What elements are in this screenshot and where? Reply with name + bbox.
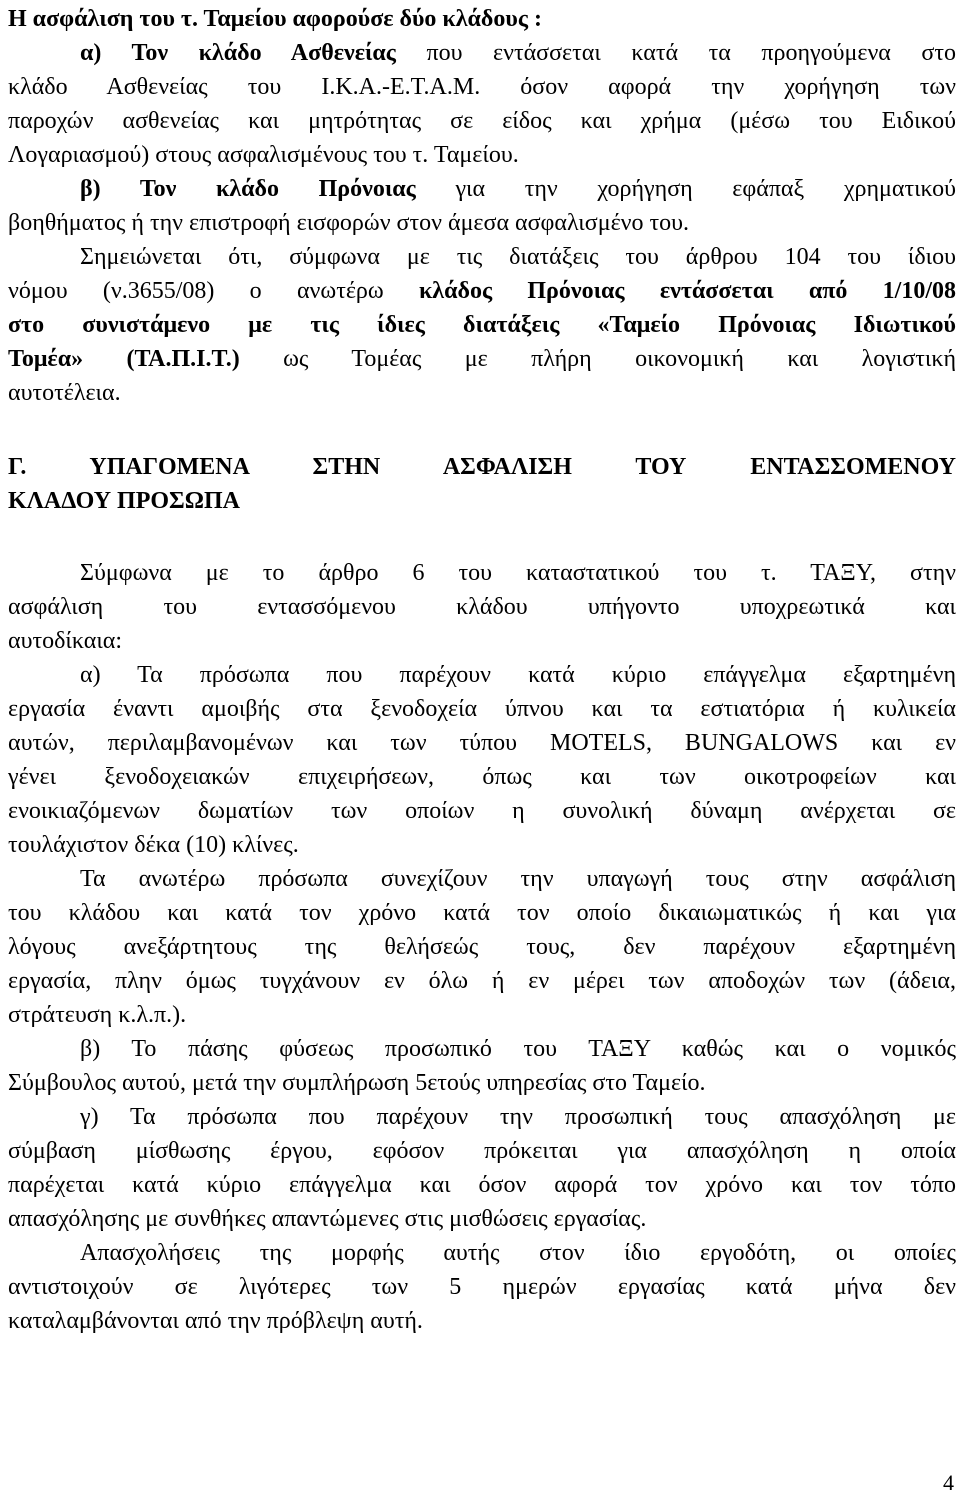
- text-line: Λογαριασμού) στους ασφαλισμένους του τ. Ταμείου.: [8, 142, 519, 168]
- text-line: αντιστοιχούν σε λιγότερες των 5 ημερών εργασίας κατά μήνα δεν: [8, 1274, 956, 1300]
- text-line: του κλάδου και κατά τον χρόνο κατά τον οποίο δικαιωματικώς ή και για: [8, 900, 956, 926]
- text-line: εργασία έναντι αμοιβής στα ξενοδοχεία ύπνου και τα εστιατόρια ή κυλικεία: [8, 696, 956, 722]
- text-line: α) Τα πρόσωπα που παρέχουν κατά κύριο επάγγελμα εξαρτημένη: [80, 662, 956, 688]
- text-line: Σύμβουλος αυτού, μετά την συμπλήρωση 5ετούς υπηρεσίας στο Ταμείο.: [8, 1070, 706, 1096]
- bold-phrase: β) Τον κλάδο Πρόνοιας: [80, 176, 416, 202]
- text-line: αυτοτέλεια.: [8, 380, 121, 406]
- text-line: ενοικιαζόμενων δωματίων των οποίων η συνολική δύναμη ανέρχεται σε: [8, 798, 956, 824]
- text-line: απασχόλησης με συνθήκες απαντώμενες στις μισθώσεις εργασίας.: [8, 1206, 647, 1232]
- text-line: λόγους ανεξάρτητους της θελήσεώς τους, δεν παρέχουν εξαρτημένη: [8, 934, 956, 960]
- text-line: σύμβαση μίσθωσης έργου, εφόσον πρόκειται για απασχόληση η οποία: [8, 1138, 956, 1164]
- text-line: παροχών ασθενείας και μητρότητας σε είδος και χρήμα (μέσω του Ειδικού: [8, 108, 956, 134]
- text-line: αυτών, περιλαμβανομένων και των τύπου MOTELS, BUNGALOWS και εν: [8, 730, 956, 756]
- section-heading: ΚΛΑΔΟΥ ΠΡΟΣΩΠΑ: [8, 488, 240, 514]
- text-line: βοηθήματος ή την επιστροφή εισφορών στον άμεσα ασφαλισμένο του.: [8, 210, 690, 236]
- bold-phrase: κλάδος Πρόνοιας εντάσσεται από 1/10/08: [418, 278, 956, 304]
- text-line: [8, 274, 956, 308]
- text-span: που εντάσσεται κατά τα προηγούμενα στο: [395, 40, 957, 66]
- text-line: Τα ανωτέρω πρόσωπα συνεχίζουν την υπαγωγή τους στην ασφάλιση: [80, 866, 956, 892]
- text-line: κλάδο Ασθενείας του Ι.Κ.Α.-Ε.Τ.Α.Μ. όσον αφορά την χορήγηση των: [8, 74, 956, 100]
- bold-phrase: α) Τον κλάδο Ασθενείας: [80, 40, 396, 66]
- text-line: [8, 172, 956, 206]
- text-line: παρέχεται κατά κύριο επάγγελμα και όσον αφορά τον χρόνο και τον τόπο: [8, 1172, 956, 1198]
- text-line: τουλάχιστον δέκα (10) κλίνες.: [8, 832, 299, 858]
- text-line: γ) Τα πρόσωπα που παρέχουν την προσωπική τους απασχόληση με: [80, 1104, 956, 1130]
- text-line: Σύμφωνα με το άρθρο 6 του καταστατικού του τ. ΤΑΞΥ, στην: [80, 560, 956, 586]
- text-line: καταλαμβάνονται από την πρόβλεψη αυτή.: [8, 1308, 423, 1334]
- text-span: για την χορήγηση εφάπαξ χρηματικού: [415, 176, 957, 202]
- text-span: ως Τομέας με πλήρη οικονομική και λογιστική: [239, 346, 957, 372]
- section-heading: Γ. ΥΠΑΓΟΜΕΝΑ ΣΤΗΝ ΑΣΦΑΛΙΣΗ ΤΟΥ ΕΝΤΑΣΣΟΜΕΝΟΥ: [8, 454, 956, 480]
- text-line: στο συνιστάμενο με τις ίδιες διατάξεις «Ταμείο Πρόνοιας Ιδιωτικού: [8, 312, 956, 338]
- text-line: [8, 342, 956, 376]
- text-line: ασφάλιση του εντασσόμενου κλάδου υπήγοντο υποχρεωτικά και: [8, 594, 956, 620]
- text-span: νόμου (ν.3655/08) ο ανωτέρω: [8, 278, 419, 304]
- text-line: Απασχολήσεις της μορφής αυτής στον ίδιο εργοδότη, οι οποίες: [80, 1240, 956, 1266]
- text-line: γένει ξενοδοχειακών επιχειρήσεων, όπως και των οικοτροφείων και: [8, 764, 956, 790]
- text-line: εργασία, πλην όμως τυγχάνουν εν όλω ή εν μέρει των αποδοχών των (άδεια,: [8, 968, 956, 994]
- text-line: β) Το πάσης φύσεως προσωπικό του ΤΑΞΥ καθώς και ο νομικός: [80, 1036, 956, 1062]
- text-line: στράτευση κ.λ.π.).: [8, 1002, 187, 1028]
- bold-phrase: Τομέα» (ΤΑ.Π.Ι.Τ.): [8, 346, 240, 372]
- page-number: 4: [943, 1470, 954, 1495]
- text-line: Η ασφάλιση του τ. Ταμείου αφορούσε δύο κλάδους :: [8, 6, 542, 32]
- text-line: Σημειώνεται ότι, σύμφωνα με τις διατάξεις του άρθρου 104 του ίδιου: [80, 244, 956, 270]
- text-line: [8, 36, 956, 70]
- text-line: αυτοδίκαια:: [8, 628, 123, 654]
